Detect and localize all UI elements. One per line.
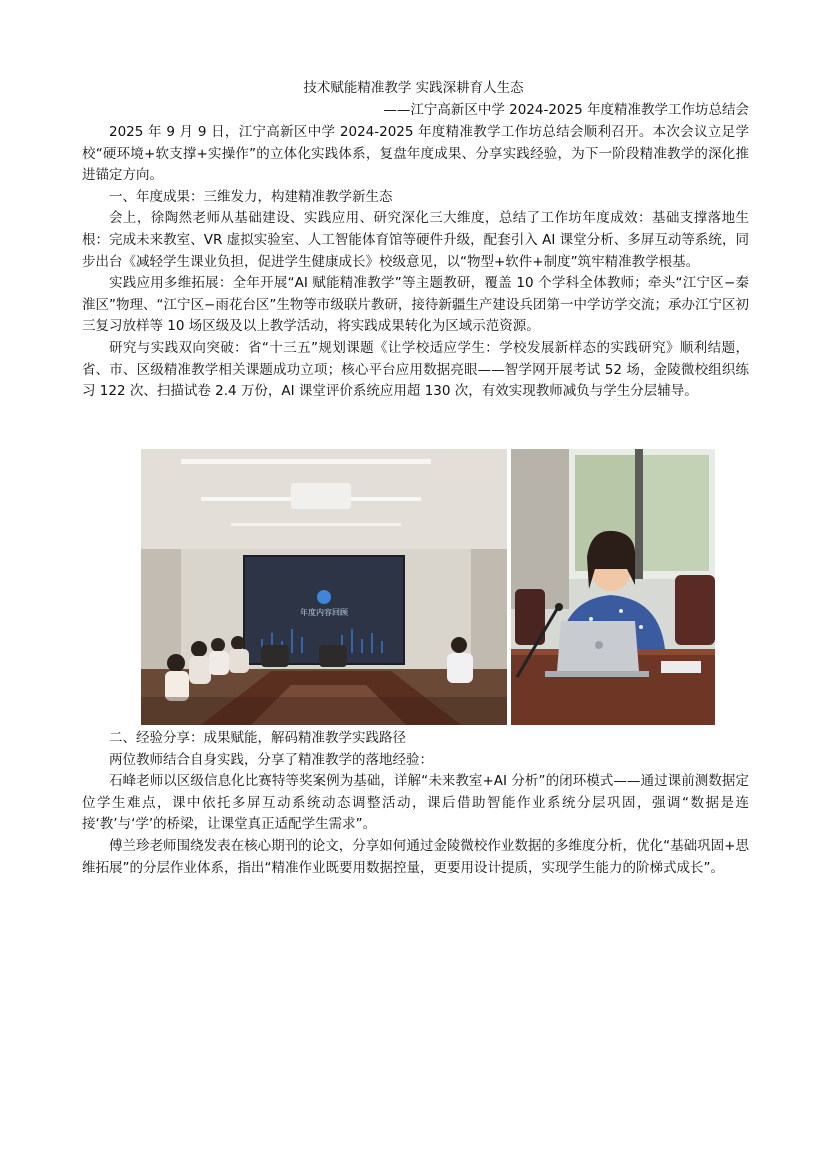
paragraph-intro: 2025 年 9 月 9 日，江宁高新区中学 2024-2025 年度精准教学工作坊总结会顺利召开。本次会议立足学校“硬环境+软支撑+实操作”的立体化实践体系，复盘年度成果、分享实践经验，为下一阶段精准教学的深化推进锚定方向。 [82, 124, 749, 184]
document-title: 技术赋能精准教学 实践深耕育人生态 [303, 80, 524, 96]
paragraph-sharing-intro: 两位教师结合自身实践，分享了精准教学的落地经验： [109, 751, 433, 768]
section-heading-1: 一、年度成果：三维发力，构建精准教学新生态 [109, 188, 393, 205]
document-subtitle: ——江宁高新区中学 2024-2025 年度精准教学工作坊总结会 [383, 102, 749, 118]
paragraph-shifeng: 石峰老师以区级信息化比赛特等奖案例为基础，详解“未来教室+AI 分析”的闭环模式——通过课前测数据定位学生难点，课中依托多屏互动系统动态调整活动，课后借助智能作业系统分层巩固，强调“数据是连接‘教’与‘学’的桥梁，让课堂真正适配学生需求”。 [82, 773, 749, 833]
speaker-photo [511, 449, 715, 725]
paragraph-fulanzhen: 傅兰珍老师围绕发表在核心期刊的论文，分享如何通过金陵微校作业数据的多维度分析，优化“基础巩固+思维拓展”的分层作业体系，指出“精准作业既要用数据控量，更要用设计提质，实现学生能力的阶梯式成长”。 [82, 837, 749, 876]
body-text-top [82, 122, 749, 403]
meeting-room-photo [141, 449, 507, 725]
section-heading-2: 二、经验分享：成果赋能，解码精准教学实践路径 [109, 730, 406, 746]
paragraph-research: 研究与实践双向突破：省“十三五”规划课题《让学校适应学生：学校发展新样态的实践研究》顺利结题，省、市、区级精准教学相关课题成功立项；核心平台应用数据亮眼——智学网开展考试 52 场，金陵微校组织练习 122 次、扫描试卷 2.4 万份，AI 课堂评价系统应用超 130 次，有效实现教师减负与学生分层辅导。 [82, 339, 749, 400]
photo-pair [141, 449, 715, 725]
body-text-bottom [82, 728, 749, 879]
paragraph-practice: 实践应用多维拓展：全年开展“AI 赋能精准教学”等主题教研，覆盖 10 个学科全体教师；牵头“江宁区−秦淮区”物理、“江宁区−雨花台区”生物等市级联片教研，接待新疆生产建设兵团第一中学访学交流；承办江宁区初三复习放样等 10 场区级及以上教学活动，将实践成果转化为区域示范资源。 [82, 275, 749, 335]
screen-caption: 年度内容回顾 [300, 608, 348, 617]
paragraph-foundation: 会上，徐陶然老师从基础建设、实践应用、研究深化三大维度，总结了工作坊年度成效：基础支撑落地生根：完成未来教室、VR 虚拟实验室、人工智能体育馆等硬件升级，配套引入 AI 课堂分析、多屏互动等系统，同步出台《减轻学生课业负担，促进学生健康成长》校级意见，以“物型+软件+制度”筑牢精准教学根基。 [82, 210, 749, 270]
